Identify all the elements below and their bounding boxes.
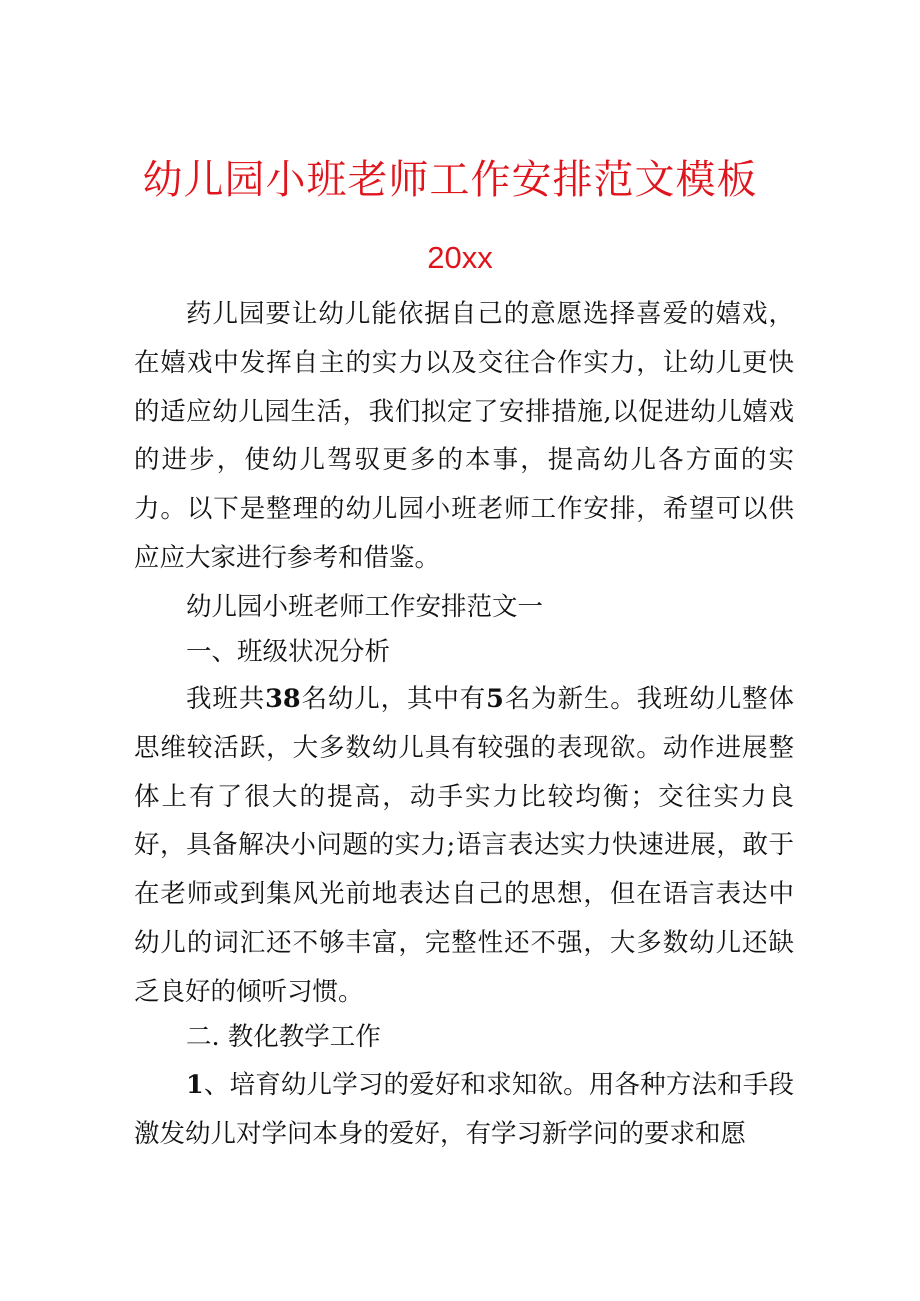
section-title: 幼儿园小班老师工作安排范文一 [186, 592, 544, 622]
document-body [134, 290, 794, 583]
para1-text-b: 名幼儿，其中有 [300, 684, 487, 714]
heading-class-analysis: 一、班级状况分析 [186, 637, 391, 667]
intro-paragraph: 药儿园要让幼儿能依据自己的意愿选择喜爱的嬉戏，在嬉戏中发挥自主的实力以及交往合作实力，让幼儿更快的适应幼儿园生活，我们拟定了安排措施,以促进幼儿嬉戏的进步，使幼儿驾驭更多的本事，提高幼儿各方面的实力。以下是整理的幼儿园小班老师工作安排，希望可以供应应大家进行参考和借鉴。 [134, 299, 794, 573]
education-paragraph [134, 1061, 794, 1159]
document-title: 幼儿园小班老师工作安排范文模板 [142, 157, 758, 203]
para2-text: 、培育幼儿学习的爱好和求知欲。用各种方法和手段激发幼儿对学问本身的爱好，有学习新学问的要求和愿 [134, 1070, 794, 1149]
heading-2-block [134, 1013, 794, 1062]
para1-text-c: 名为新生。我班幼儿整体思维较活跃，大多数幼儿具有较强的表现欲。动作进展整体上有了很大的提高，动手实力比较均衡；交往实力良好，具备解决小问题的实力;语言表达实力快速进展，敢于在老师或到集风光前地表达自己的思想，但在语言表达中幼儿的词汇还不够丰富，完整性还不强，大多数幼儿还缺乏良好的倾听习惯。 [134, 684, 794, 1007]
section-title-block [134, 583, 794, 632]
heading-1-block [134, 628, 794, 677]
para1-text-a: 我班共 [186, 684, 266, 714]
paragraph-2-block [134, 1061, 794, 1159]
item-number: 1 [186, 1070, 204, 1100]
paragraph-1-block [134, 675, 794, 1017]
class-analysis-paragraph [134, 675, 794, 1017]
heading-education-work: 二. 教化教学工作 [186, 1022, 381, 1052]
document-year: 20xx [427, 240, 493, 275]
student-count: 38 [265, 684, 301, 714]
new-student-count: 5 [486, 684, 504, 714]
